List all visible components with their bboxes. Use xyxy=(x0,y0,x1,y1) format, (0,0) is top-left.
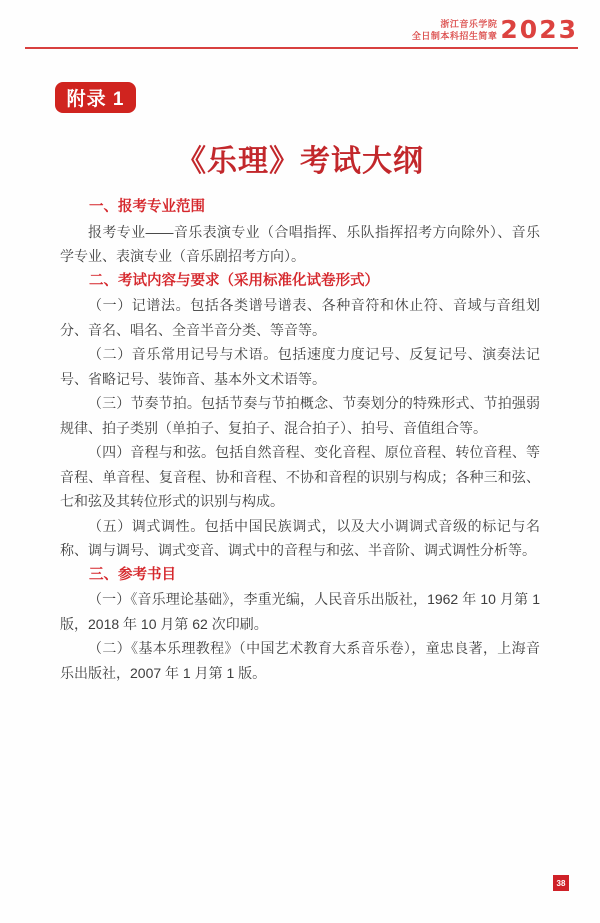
header-divider-line xyxy=(25,47,578,49)
section-2-item-5: （五）调式调性。包括中国民族调式，以及大小调调式音级的标记与名称、调与调号、调式变音、调式中的音程与和弦、半音阶、调式调性分析等。 xyxy=(60,517,540,558)
section-1-heading: 一、报考专业范围 xyxy=(89,199,205,215)
page-header xyxy=(412,15,578,44)
section-1-paragraph: 报考专业——音乐表演专业（合唱指挥、乐队指挥招考方向除外）、音乐学专业、表演专业（音乐剧招考方向）。 xyxy=(60,223,540,264)
header-brochure-title: 全日制本科招生简章 xyxy=(411,30,498,41)
header-year: 2023 xyxy=(500,15,578,44)
section-2-heading: 二、考试内容与要求（采用标准化试卷形式） xyxy=(89,272,379,289)
document-body xyxy=(60,195,540,685)
header-org-block xyxy=(412,18,498,42)
header-org-name: 浙江音乐学院 xyxy=(440,18,498,29)
section-2-item-4: （四）音程与和弦。包括自然音程、变化音程、原位音程、转位音程、等音程、单音程、复音程、协和音程、不协和音程的识别与构成；各种三和弦、七和弦及其转位形式的识别与构成。 xyxy=(60,444,540,509)
section-3-heading: 三、参考书目 xyxy=(89,566,176,583)
section-2-item-3: （三）节奏节拍。包括节奏与节拍概念、节奏划分的特殊形式、节拍强弱规律、拍子类别（单拍子、复拍子、混合拍子）、拍号、音值组合等。 xyxy=(60,395,540,436)
page-number-badge: 38 xyxy=(553,875,569,891)
section-2-item-2: （二）音乐常用记号与术语。包括速度力度记号、反复记号、演奏法记号、省略记号、装饰音、基本外文术语等。 xyxy=(60,346,540,387)
page-title: 《乐理》考试大纲 xyxy=(176,145,424,178)
appendix-badge: 附录 1 xyxy=(55,82,136,113)
section-3-item-2: （二）《基本乐理教程》（中国艺术教育大系音乐卷），童忠良著，上海音乐出版社，2007 年 1 月第 1 版。 xyxy=(60,640,540,681)
section-2-item-1: （一）记谱法。包括各类谱号谱表、各种音符和休止符、音域与音组划分、音名、唱名、全音半音分类、等音等。 xyxy=(60,297,540,338)
section-3-item-1: （一）《音乐理论基础》，李重光编，人民音乐出版社，1962 年 10 月第 1 版，2018 年 10 月第 62 次印刷。 xyxy=(60,591,540,632)
